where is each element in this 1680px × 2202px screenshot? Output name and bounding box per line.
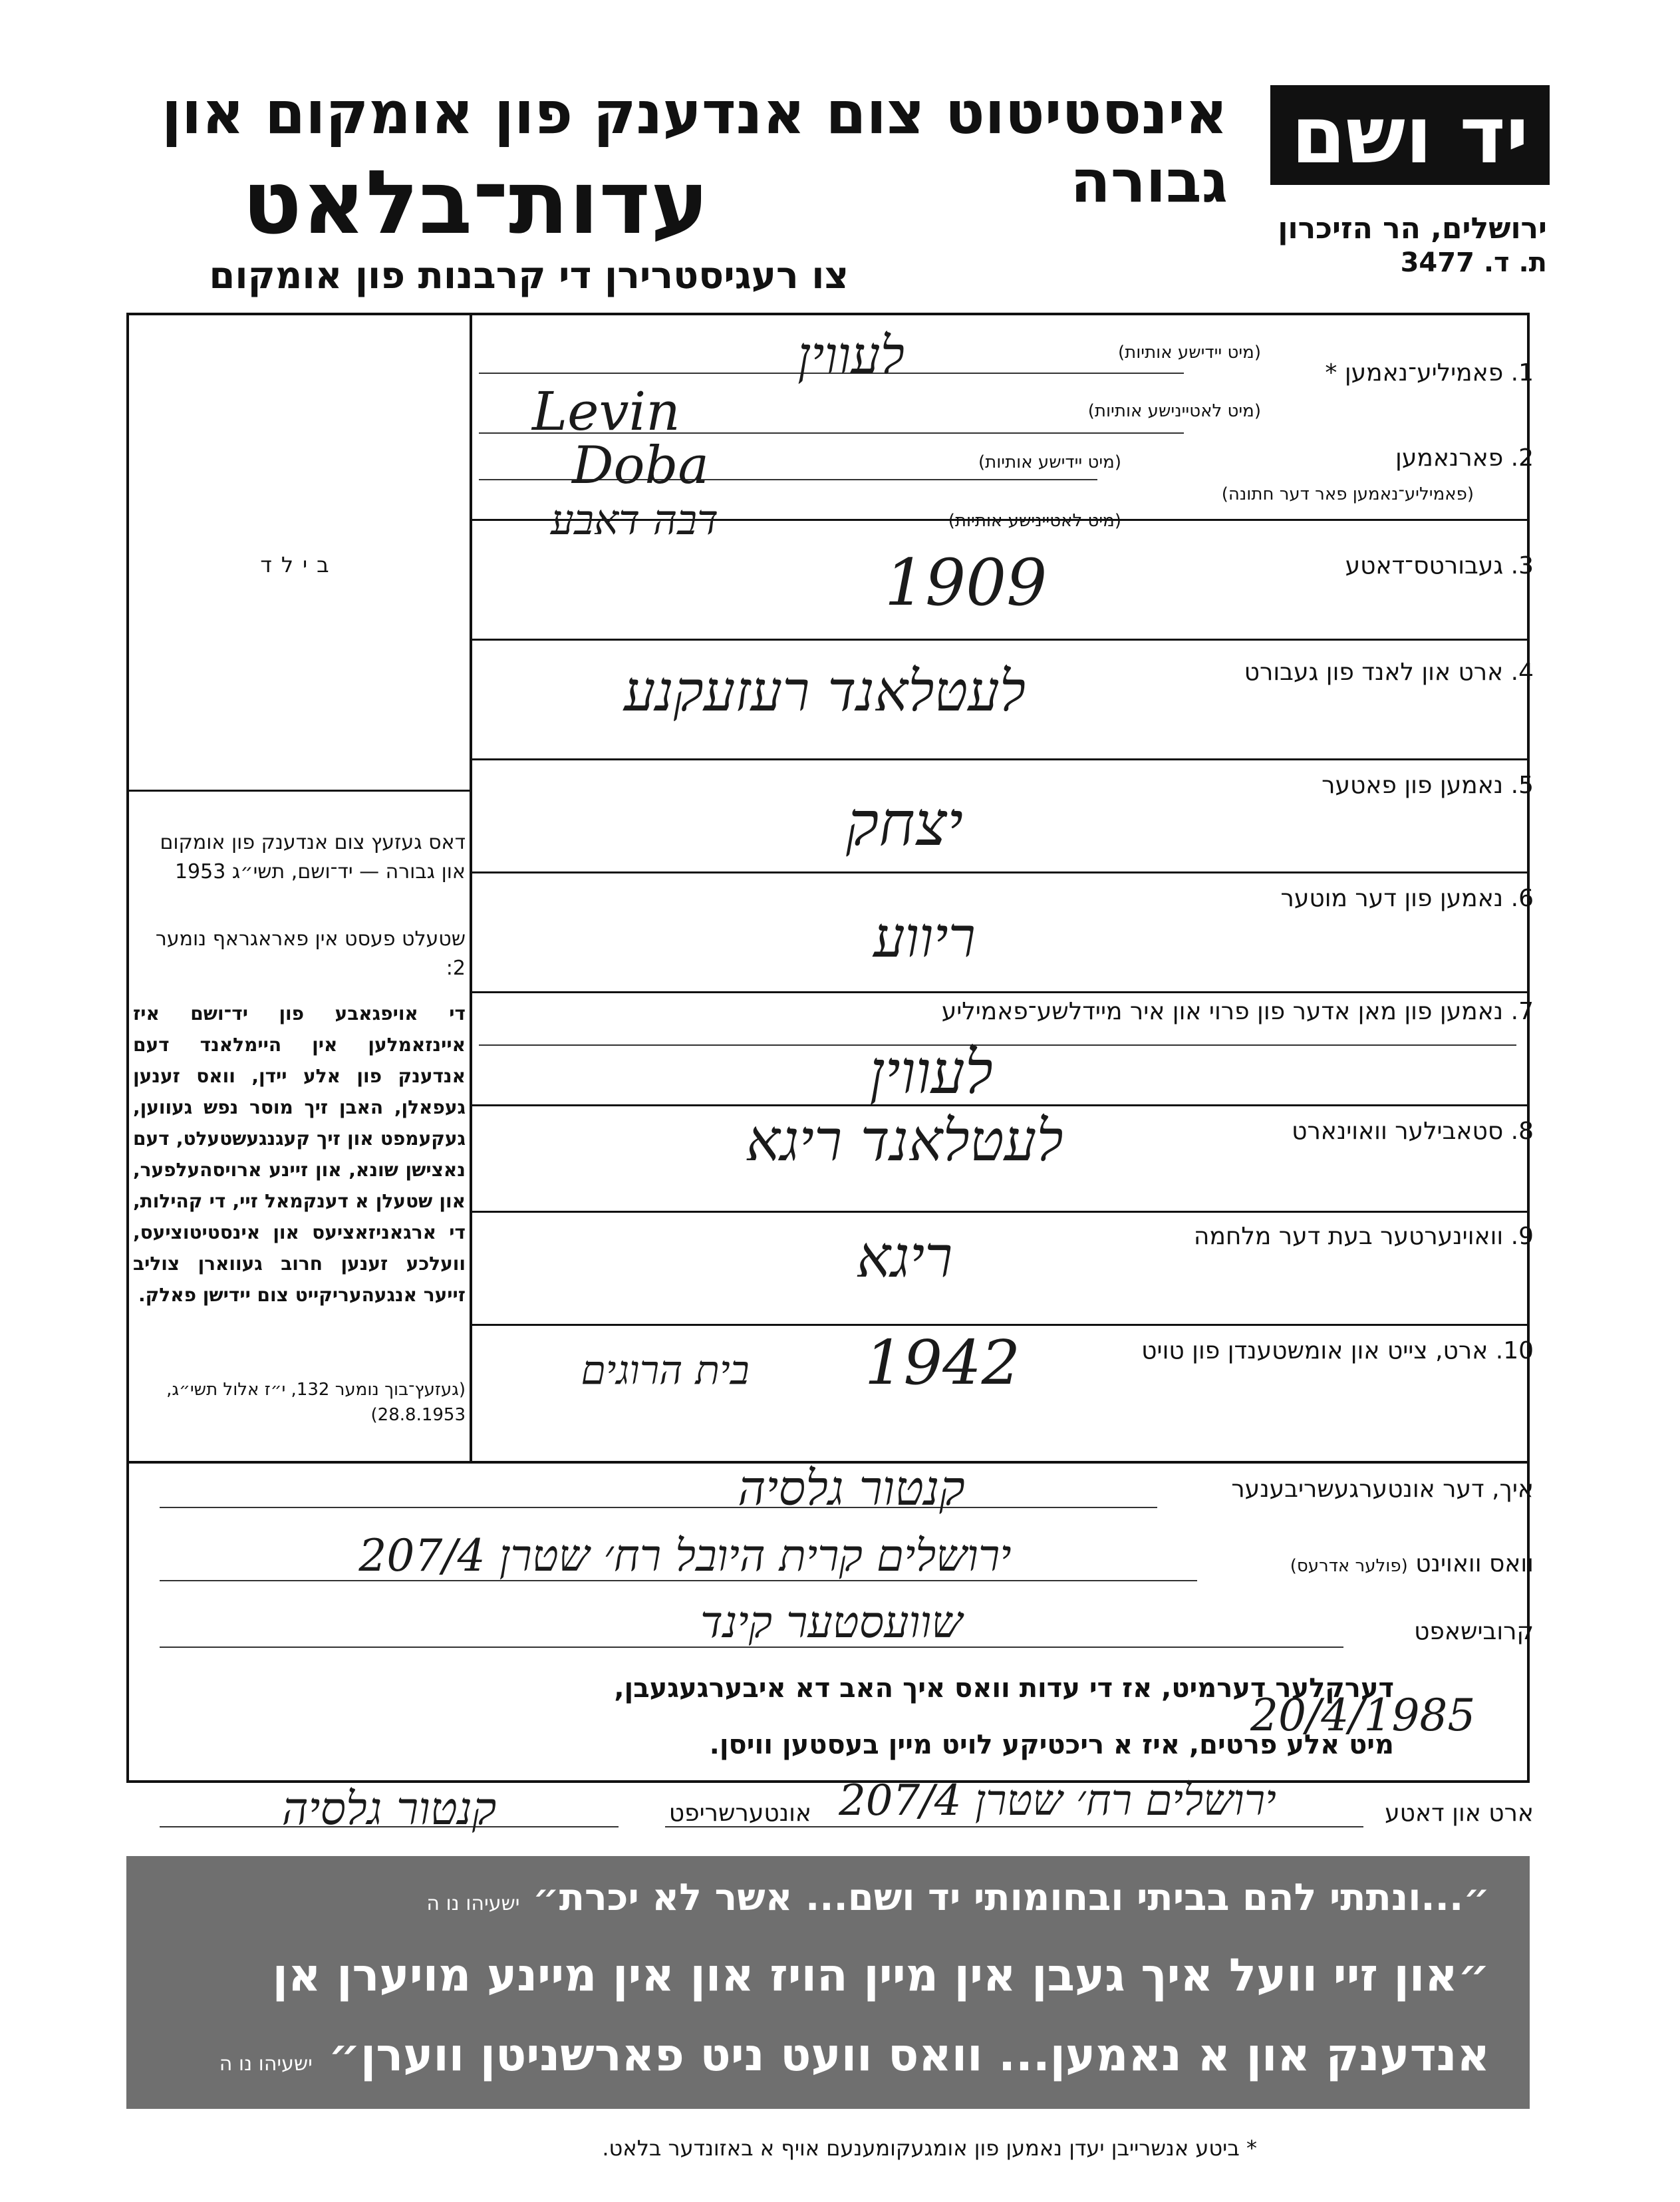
declaration-line-1: דערקלער דערמיט, אז די עדות וואס איך האב דא איבערגעגעבן, [614, 1673, 1394, 1704]
submitter-name-value: קנטור גלסיה [738, 1460, 965, 1516]
law-quote-paragraph: שטעלט פעסט אין פאראגראף נומער 2: [155, 927, 466, 980]
field-1-text: פאמיליע־נאמען * [1325, 359, 1504, 387]
banner-source-1: ישעיהו נו ה [426, 1892, 520, 1915]
field-2-sub-yiddish: (מיט יידישע אותיות) [978, 452, 1121, 472]
row-divider [472, 1211, 1530, 1213]
law-quote-text: די אויפגאבע פון יד־ושם איז איינזאמלען אין היימלאנד דעם אנדענק פון אלע יידן, וואס זענען געפאלן, האבן זיך מוסר נפש געווען, געקעמפט און זיך קעגנגעשטעלט, דעם נאצישן שונא, און זיינע ארויסהעלפער, און שטעלן א דענקמאל זיי, די קהילות, די ארגאניזאציעס און אינסטיטוציעס, וועלכע זענען חרוב געווארן צוליב זייער אנגעהעריקייט צום יידישן פאלק. [133, 1003, 466, 1306]
field-10-year: 1942 [865, 1327, 1021, 1398]
place-date-label: ארט און דאטע [1385, 1800, 1534, 1827]
submitter-name-label: איך, דער אונטערגעשריבענער [1231, 1476, 1534, 1503]
law-quote-intro: דאס געזעץ צום אנדענק פון אומקום און גבורה — יד־ושם, תשי״ג 1953 [160, 831, 466, 883]
field-1-value-yiddish: לעווין [797, 326, 905, 386]
field-9-number: 9. [1510, 1223, 1534, 1250]
field-8-value: לעטלאנד ריגא [746, 1108, 1063, 1174]
field-10-text: ארט, צייט און אומשטענדן פון טויט [1141, 1337, 1488, 1364]
row-divider [472, 639, 1530, 641]
banner-line-2: ״און זיי וועל איך געבן אין מיין הויז און אין מיינע מויערן אן [272, 1949, 1490, 2002]
field-2-sub-latin: (מיט לאטיינישע אותיות) [948, 511, 1121, 531]
field-6-value: ריווע [873, 905, 976, 970]
signature-label: אונטערשריפט [668, 1800, 811, 1827]
field-2-value-yiddish: דבה דאבע [550, 496, 718, 544]
field-2-maiden-note: (פאמיליע־נאמען פאר דער חתונה) [1221, 484, 1474, 504]
field-2-number: 2. [1510, 444, 1534, 472]
field-6-text: נאמען פון דער מוטער [1280, 885, 1504, 912]
field-1-sub-latin: (מיט לאטיינישע אותיות) [1087, 401, 1261, 421]
field-5-label [1135, 772, 1534, 799]
field-10-label [1068, 1337, 1534, 1364]
field-4-text: ארט און לאנד פון געבורט [1244, 659, 1504, 686]
field-6-label [1135, 885, 1534, 912]
field-4-value: לעטלאנד רעזעקנע [623, 659, 1026, 724]
field-7-number: 7. [1510, 998, 1534, 1025]
banner-source-3: ישעיהו נו ה [219, 2052, 313, 2076]
verse-banner [126, 1856, 1530, 2109]
field-5-number: 5. [1510, 772, 1534, 799]
field-2-text: פארנאמען [1395, 444, 1504, 472]
field-7-value: לעווין [869, 1038, 993, 1108]
field-10-number: 10. [1495, 1337, 1534, 1364]
field-9-label [1135, 1223, 1534, 1250]
field-5-value: יצחק [845, 788, 963, 860]
field-4-number: 4. [1510, 659, 1534, 686]
declaration-line-2: מיט אלע פרטים, איז א ריכטיקע לויט מיין בעסטען וויסן. [709, 1730, 1394, 1760]
signature-value: קנטור גלסיה [281, 1783, 497, 1835]
row-divider [472, 1324, 1530, 1326]
field-6-number: 6. [1510, 885, 1534, 912]
relation-label: קרובישאפט [1414, 1618, 1534, 1645]
field-8-number: 8. [1510, 1118, 1534, 1145]
row-divider [472, 991, 1530, 993]
declaration-date: 20/4/1985 [1250, 1690, 1476, 1741]
field-9-text: וואוינערטער בעת דער מלחמה [1193, 1223, 1504, 1250]
institute-name: אינסטיטוט צום אנדענק פון אומקום און גבורה [161, 79, 1228, 216]
photo-label: בילד [260, 552, 339, 577]
banner-line-1: ״...ונתתי להם בביתי ובחומותי יד ושם... אשר לא יכרת״ ישעיהו נו ה [426, 1876, 1490, 1919]
field-2-label [1135, 444, 1534, 472]
law-quote-citation: (געזעץ־בוך נומער 132, י״ז אלול תשי״ג, 28.8.1953) [166, 1380, 466, 1425]
submitter-address-text: וואס וואוינט [1415, 1550, 1534, 1577]
row-divider [472, 758, 1530, 760]
field-1-label [1135, 359, 1534, 387]
field-2-value-latin: Doba [572, 436, 709, 496]
page-title: עדות־בלאט [242, 152, 709, 254]
submitter-address-note: (פולער אדרעס) [1290, 1556, 1408, 1576]
submitter-address-value: ירושלים קרית היובל רח׳ שטרן 207/4 [358, 1530, 1012, 1581]
field-1-number: 1. [1510, 359, 1534, 387]
field-3-label [1135, 552, 1534, 579]
field-7-text: נאמען פון מאן אדער פון פרוי און איר מיידלשע־פאמיליע [941, 998, 1504, 1025]
field-9-value: ריגא [856, 1224, 953, 1291]
row-divider [472, 871, 1530, 873]
footnote: * ביטע אנשרייבן יעדן נאמען פון אומגעקומענעם אויף א באזונדער בלאט. [602, 2135, 1257, 2161]
field-5-text: נאמען פון פאטער [1322, 772, 1504, 799]
banner-line-3: אנדענק און א נאמען... וואס וועט ניט פארשניטן ווערן״ ישעיהו נו ה [219, 2029, 1490, 2082]
field-3-text: געבורטס־דאטע [1345, 552, 1504, 579]
field-8-label [1135, 1118, 1534, 1145]
field-7-label [802, 998, 1534, 1025]
relation-value: שוועסטער קינד [700, 1597, 963, 1648]
field-1-value-latin: Levin [532, 381, 680, 442]
field-3-number: 3. [1510, 552, 1534, 579]
field-1-sub-yiddish: (מיט יידישע אותיות) [1117, 343, 1261, 363]
field-8-text: סטאבילער וואוינארט [1292, 1118, 1504, 1145]
field-4-label [1068, 659, 1534, 686]
yad-vashem-logo: יד ושם [1270, 85, 1550, 185]
page-subtitle: צו רעגיסטרירן די קרבנות פון אומקום [209, 254, 849, 297]
address: ירושלים, הר הזיכרון [1278, 212, 1547, 245]
field-3-value: 1909 [885, 546, 1048, 620]
field-10-place: בית הרוגים [581, 1347, 750, 1394]
place-date-value: ירושלים רח׳ שטרן 207/4 [839, 1776, 1276, 1825]
pobox: ת. ד. 3477 [1400, 247, 1547, 278]
